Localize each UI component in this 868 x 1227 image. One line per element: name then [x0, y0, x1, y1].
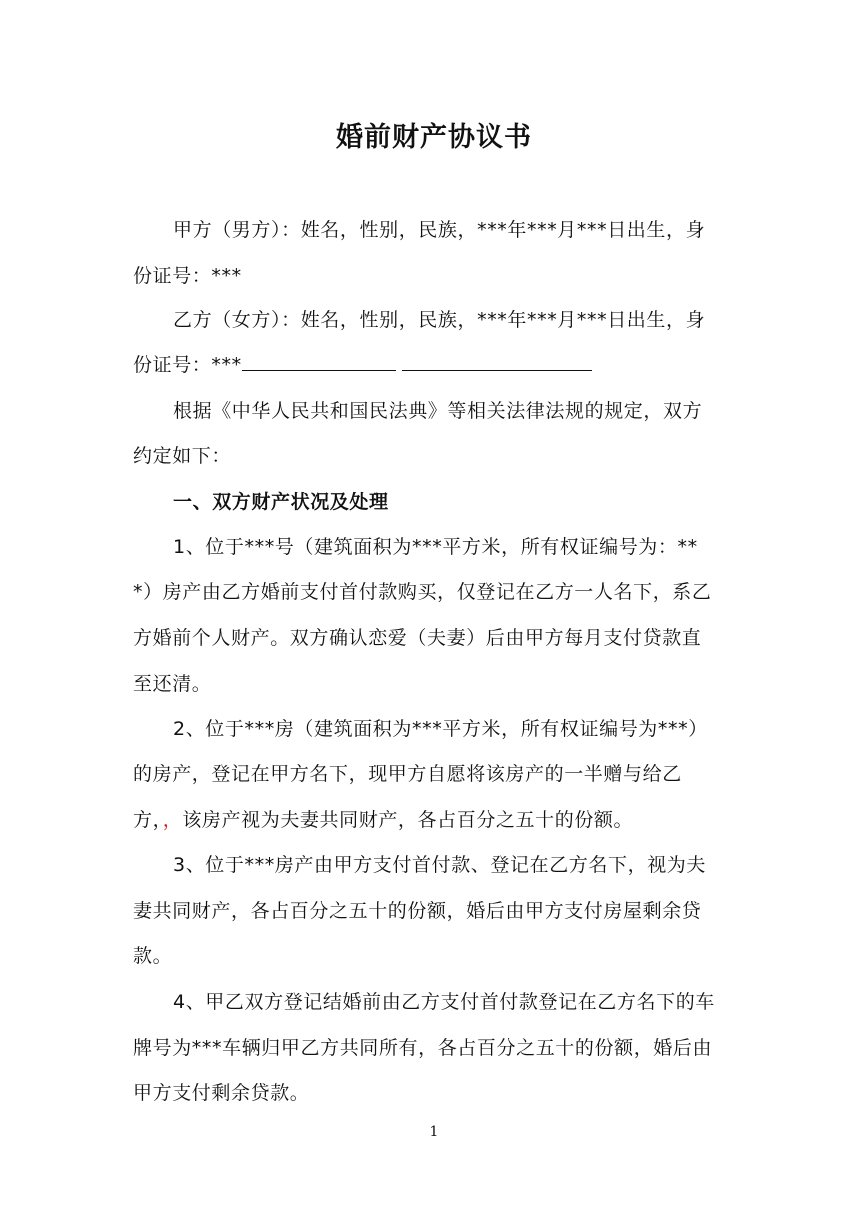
legal-basis-line-2: 约定如下： [133, 445, 232, 467]
party-b-line-1: 乙方（女方）：姓名，性别，民族，***年***月***日出生，身 [173, 309, 706, 331]
clause-2-line-1: 2、位于***房（建筑面积为***平方米，所有权证编号为***） [173, 718, 708, 740]
clause-3-line-3: 款。 [133, 945, 173, 967]
clause-2-line-3 [133, 806, 633, 834]
legal-basis-line-1: 根据《中华人民共和国民法典》等相关法律法规的规定，双方 [173, 400, 703, 422]
page-number: 1 [429, 1124, 439, 1140]
clause-1-line-3: 方婚前个人财产。双方确认恋爱（夫妻）后由甲方每月支付贷款直 [133, 627, 702, 649]
section-heading: 一、双方财产状况及处理 [173, 491, 389, 513]
clause-1-line-1: 1、位于***号（建筑面积为***平方米，所有权证编号为：** [173, 536, 698, 558]
clause-3-line-2: 妻共同财产，各占百分之五十的份额，婚后由甲方支付房屋剩余贷 [133, 900, 702, 922]
party-b-id-text: 份证号：*** [133, 354, 242, 376]
clause-4-line-1: 4、甲乙双方登记结婚前由乙方支付首付款登记在乙方名下的车 [173, 991, 715, 1013]
document-title: 婚前财产协议书 [336, 122, 532, 153]
highlighted-comma: ， [162, 809, 183, 831]
clause-1-line-2: *）房产由乙方婚前支付首付款购买，仅登记在乙方一人名下，系乙 [133, 581, 712, 603]
clause-2-line-3-end: 该房产视为夫妻共同财产，各占百分之五十的份额。 [182, 809, 634, 831]
clause-2-line-3-start: 方， [133, 809, 163, 831]
party-a-line-1: 甲方（男方）：姓名，性别，民族，***年***月***日出生，身 [173, 219, 706, 241]
clause-1-line-4: 至还清。 [133, 673, 212, 695]
clause-3-line-1: 3、位于***房产由甲方支付首付款、登记在乙方名下，视为夫 [173, 854, 706, 876]
party-a-line-2: 份证号：*** [133, 265, 242, 287]
clause-4-line-3: 甲方支付剩余贷款。 [133, 1082, 310, 1104]
fill-in-blank [402, 352, 592, 371]
clause-4-line-2: 牌号为***车辆归甲乙方共同所有，各占百分之五十的份额，婚后由 [133, 1037, 713, 1059]
clause-2-line-2: 的房产，登记在甲方名下，现甲方自愿将该房产的一半赠与给乙 [133, 763, 682, 785]
party-b-line-2 [133, 351, 592, 379]
fill-in-blank [242, 352, 396, 371]
